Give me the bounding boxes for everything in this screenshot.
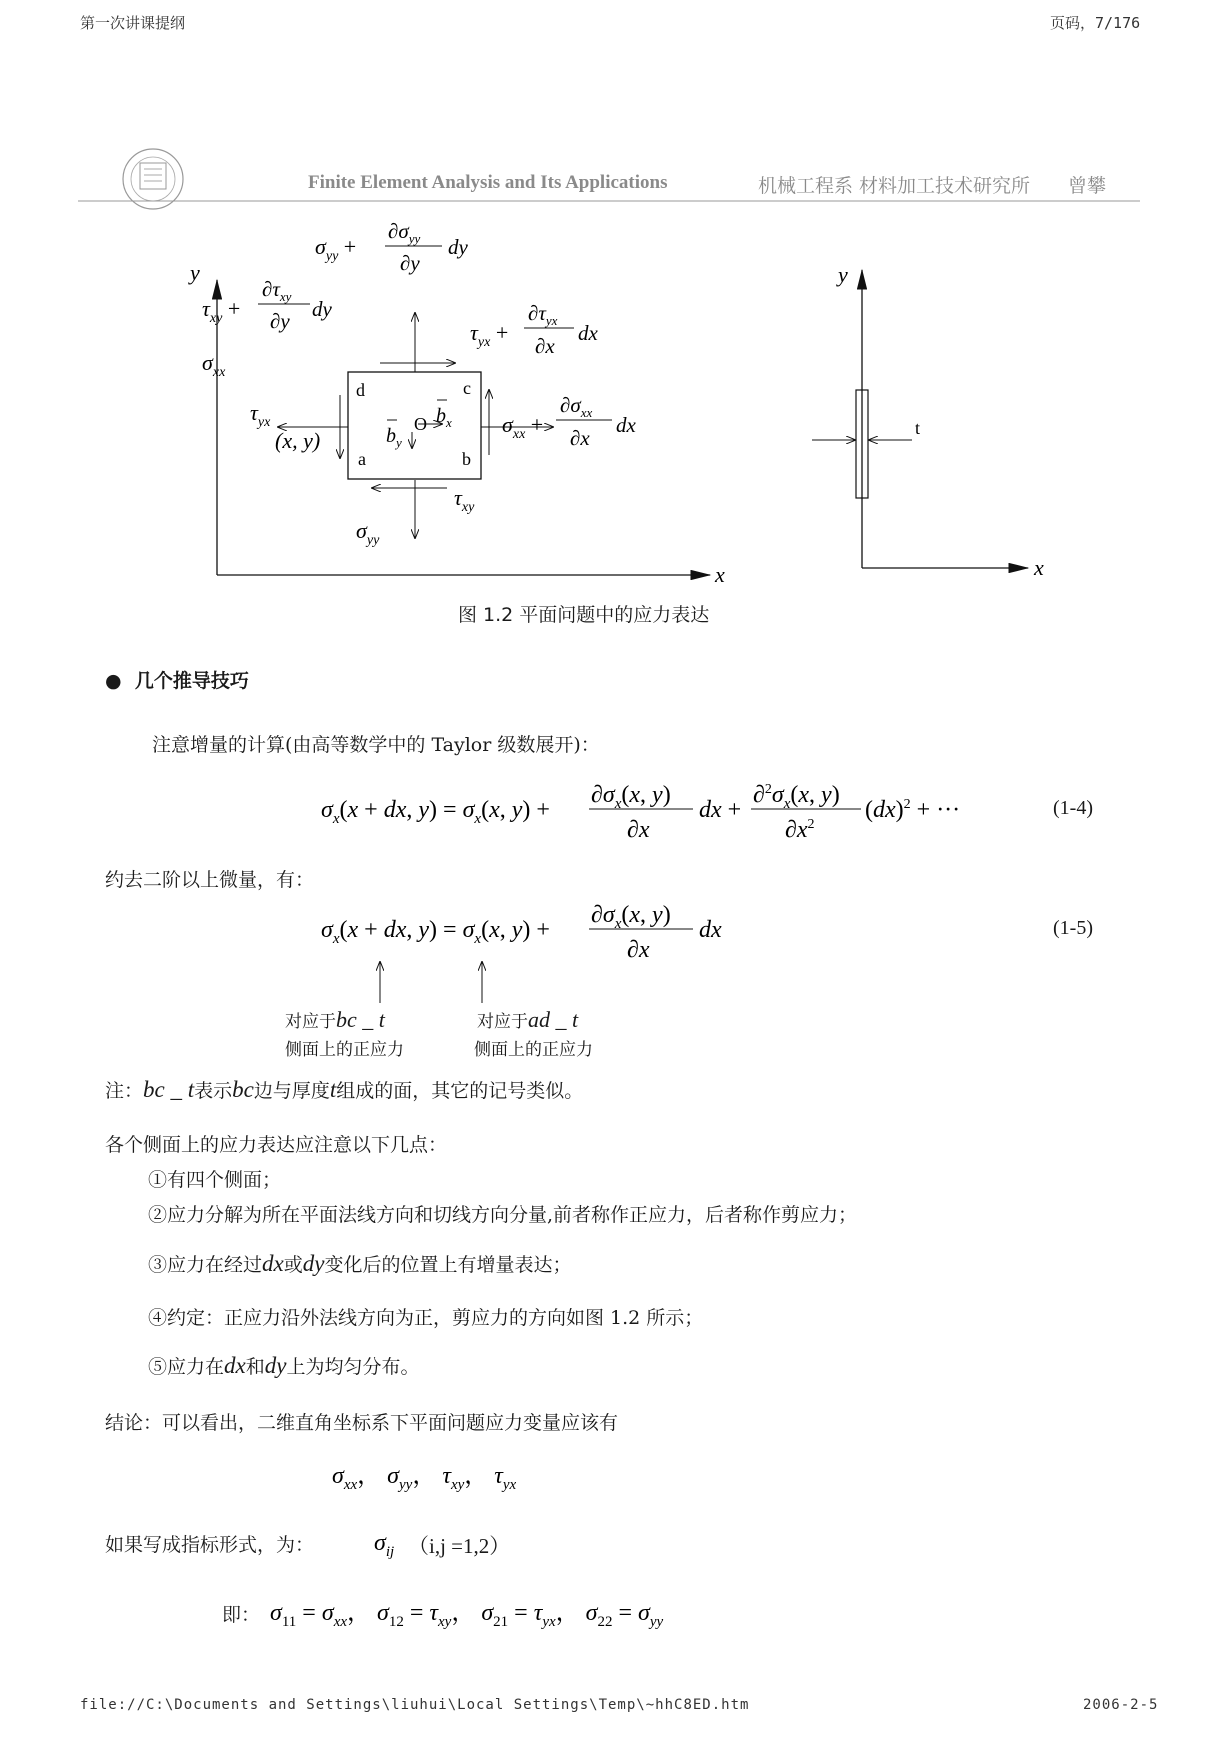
svg-text:(dx)2 + ···: (dx)$^2$ + ··· (865, 797, 961, 823)
svg-text:∂x2: $\partial x^2$ (785, 817, 815, 843)
stress-variables (330, 1455, 590, 1500)
svg-text:σxx， σyy， τxy， τyx: $\sigma_{xx}$， $\sigma_{yy}$， $\tau_{xy}$， $\tau_{yx}$ (332, 1463, 517, 1493)
drop-text: 约去二阶以上微量，有： (105, 869, 315, 891)
y-axis-label: y (190, 260, 200, 285)
intro-text: 注意增量的计算(由高等数学中的 Taylor 级数展开)： (152, 734, 600, 756)
note-right-line2: 侧面上的正应力 (474, 1040, 593, 1060)
equation-1-5 (315, 895, 735, 965)
body-force-bx: $b_x$ (436, 405, 452, 430)
label-syy-plus: $\sigma_{yy}$ + (315, 234, 357, 264)
svg-text:σ11 = σxx， σ12 = τxy， σ21 =: $\sigma_{11} = \sigma_{xx}$， $\sigma_{12} = \tau_{xy}$， $\sigma_{21} = \tau_{yx}$， $\sigma_{22} = \sigma_{yy}$ (270, 1600, 664, 1630)
pointer-arrows (360, 958, 500, 1008)
center-o: O (414, 414, 427, 434)
note-left: 对应于bc _ t (285, 1007, 385, 1032)
label-dx2: dx (616, 413, 636, 437)
label-tyx-left: $\tau_{yx}$ (250, 400, 271, 430)
svg-text:∂x: ∂x (627, 817, 650, 843)
stress-figure (180, 219, 1080, 590)
label-dx-den: ∂x (535, 334, 555, 358)
label-dy-den2: ∂y (270, 309, 290, 333)
svg-text:∂σx(x, y): $\partial\sigma_x(x$, y) (591, 902, 671, 932)
corner-a: a (358, 449, 366, 469)
label-dx: dx (578, 321, 598, 345)
label-dx-den2: ∂x (570, 426, 590, 450)
label-tyx-plus: $\tau_{yx}$ + (470, 320, 509, 350)
corner-c: c (463, 378, 471, 398)
footer-path: file://C:\Documents and Settings\liuhui\Local Settings\Temp\~hhC8ED.htm (80, 1697, 750, 1713)
svg-text:σij: $\sigma_{ij}$ (374, 1530, 395, 1560)
origin-label: (x, y) (275, 428, 321, 453)
figure-caption: 图 1.2 平面问题中的应力表达 (458, 604, 710, 626)
y-axis-2-label: y (838, 262, 848, 287)
equation-1-5-number: (1-5) (1053, 917, 1093, 939)
label-dtyx: $\partial\tau_{yx}$ (528, 301, 558, 328)
thickness-label: t (915, 418, 921, 438)
x-axis-2-label: x (1034, 555, 1044, 580)
ie-prefix: 即： (222, 1604, 261, 1626)
sigma-ij (370, 1522, 410, 1562)
index-form: 如果写成指标形式，为： (105, 1534, 315, 1556)
label-syy-bottom: $\sigma_{yy}$ (356, 518, 380, 548)
label-dsxx: $\partial\sigma_{xx}$ (560, 393, 593, 420)
points-intro: 各个侧面上的应力表达应注意以下几点： (105, 1134, 448, 1156)
label-sxx-left: $\sigma_{xx}$ (202, 350, 226, 380)
point-3: ③应力在经过dx或dy变化后的位置上有增量表达； (148, 1251, 572, 1276)
svg-text:dx: dx (699, 917, 722, 943)
label-dsyy: $\partial\sigma_{yy}$ (388, 219, 421, 246)
svg-text:∂2σx(x, y): $\partial^2\sigma_x(x$, y) (753, 782, 840, 812)
corner-d: d (356, 380, 365, 400)
label-dy-den: ∂y (400, 251, 420, 275)
label-sxx-plus: $\sigma_{xx}$ + (502, 412, 544, 442)
svg-text:∂x: ∂x (627, 937, 650, 963)
svg-text:dx +: dx + (699, 797, 742, 823)
index-equivalents (268, 1590, 768, 1635)
page-header-right: 页码，7/176 (1050, 14, 1141, 32)
conclusion: 结论：可以看出，二维直角坐标系下平面问题应力变量应该有 (105, 1412, 619, 1434)
point-1: ①有四个侧面； (148, 1169, 282, 1191)
point-5: ⑤应力在dx和dy上为均匀分布。 (148, 1353, 420, 1378)
point-4: ④约定：正应力沿外法线方向为正，剪应力的方向如图 1.2 所示； (148, 1307, 704, 1329)
label-dy: dy (448, 235, 468, 259)
banner-department: 机械工程系 材料加工技术研究所 (758, 175, 1031, 197)
corner-b: b (462, 449, 471, 469)
equation-1-4 (315, 775, 995, 845)
bullet-heading: ● 几个推导技巧 (105, 670, 249, 692)
label-dtxy: $\partial\tau_{xy}$ (262, 277, 292, 304)
note-line: 注：bc _ t表示bc边与厚度t组成的面，其它的记号类似。 (105, 1077, 584, 1102)
equation-1-4-number: (1-4) (1053, 797, 1093, 819)
body-force-by: $b_y$ (386, 425, 402, 450)
bullet-icon: ● (105, 670, 135, 692)
index-range: （i,j =1,2） (408, 1534, 511, 1558)
svg-text:∂σx(x, y): $\partial\sigma_x(x$, y) (591, 782, 671, 812)
svg-text:σx(x + dx, y) = σx(x, y) +: $\sigma_x(x$ + dx, $y) = \sigma_x(x$, y) + (321, 797, 550, 827)
banner-title: Finite Element Analysis and Its Applications (308, 172, 668, 193)
note-right: 对应于ad _ t (477, 1007, 579, 1032)
x-axis-label: x (715, 562, 725, 587)
label-txy-bottom: $\tau_{xy}$ (454, 485, 475, 515)
label-txy-plus: $\tau_{xy}$ + (202, 296, 241, 326)
banner-author: 曾攀 (1068, 175, 1107, 197)
footer-date: 2006-2-5 (1083, 1697, 1159, 1713)
point-2: ②应力分解为所在平面法线方向和切线方向分量,前者称作正应力，后者称作剪应力； (148, 1204, 858, 1226)
page-header-left: 第一次讲课提纲 (80, 14, 186, 32)
svg-text:σx(x + dx, y) = σx(x, y) +: $\sigma_x(x$ + dx, $y) = \sigma_x(x$, y) + (321, 917, 550, 947)
note-left-line2: 侧面上的正应力 (285, 1040, 404, 1060)
label-dy2: dy (312, 297, 332, 321)
university-seal-logo (123, 149, 183, 209)
